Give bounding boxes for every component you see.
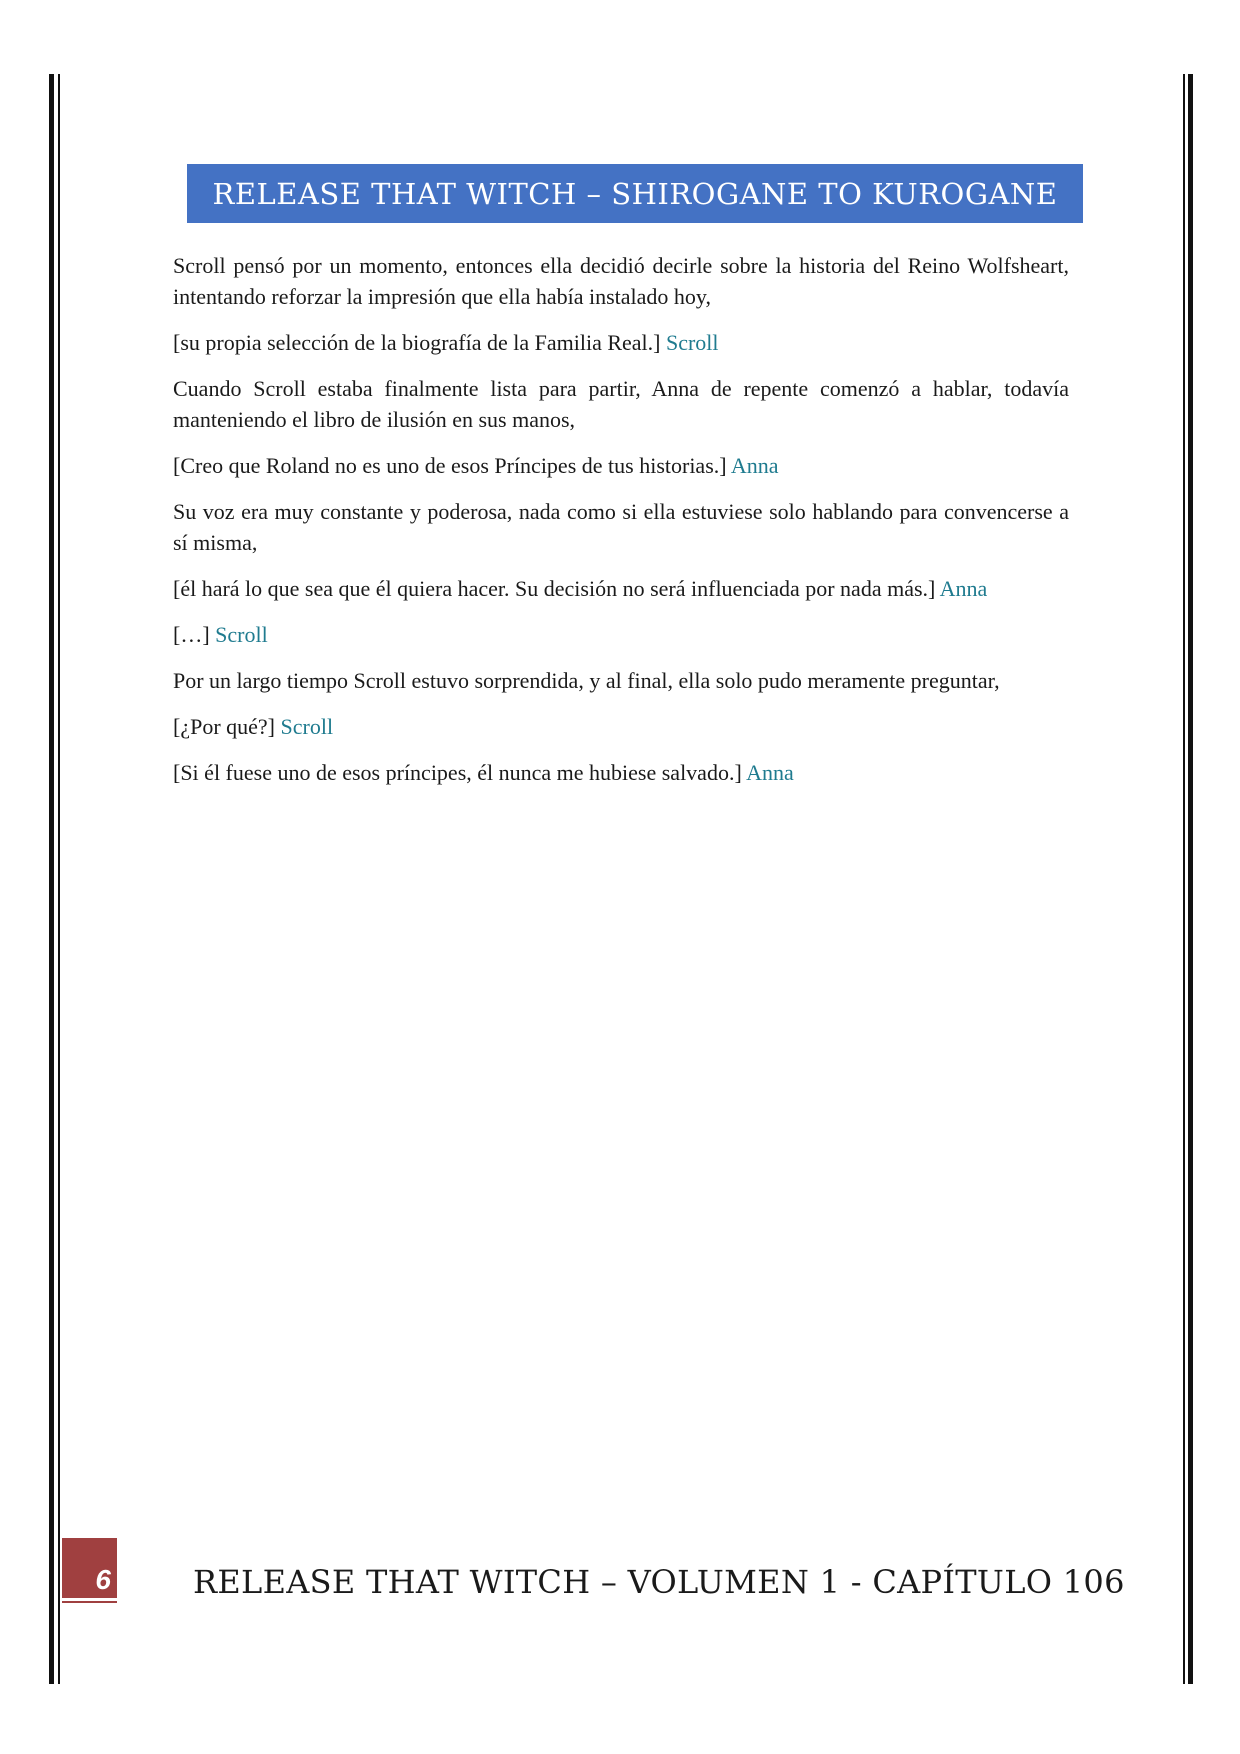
page-number: 6: [95, 1564, 111, 1595]
speaker-tag: Anna: [730, 453, 779, 478]
speaker-tag: Scroll: [665, 330, 719, 355]
speaker-tag: Scroll: [280, 714, 334, 739]
paragraph-text: [¿Por qué?]: [173, 714, 276, 739]
left-border-thin: [58, 74, 60, 1684]
paragraph-text: [Si él fuese uno de esos príncipes, él nunca me hubiese salvado.]: [173, 760, 742, 785]
paragraph-text: Su voz era muy constante y poderosa, nada como si ella estuviese solo hablando para convencerse a sí misma,: [173, 499, 1069, 555]
paragraph-text: [su propia selección de la biografía de la Familia Real.]: [173, 330, 661, 355]
speaker-tag: Scroll: [215, 622, 268, 647]
paragraph: [173, 711, 1069, 742]
paragraph: [173, 619, 1069, 650]
paragraph: [173, 496, 1069, 558]
paragraph-text: Scroll pensó por un momento, entonces ella decidió decirle sobre la historia del Reino Wolfsheart, intentando reforzar la impresión que ella había instalado hoy,: [173, 253, 1069, 309]
right-border-thick: [1188, 74, 1193, 1684]
paragraph-text: [Creo que Roland no es uno de esos Príncipes de tus historias.]: [173, 453, 727, 478]
paragraph: [173, 573, 1069, 604]
paragraph-text: Cuando Scroll estaba finalmente lista para partir, Anna de repente comenzó a hablar, todavía manteniendo el libro de ilusión en sus manos,: [173, 376, 1069, 432]
left-border-thick: [49, 74, 54, 1684]
speaker-tag: Anna: [746, 760, 794, 785]
paragraph: [173, 327, 1069, 358]
footer-title: RELEASE THAT WITCH – VOLUMEN 1 - CAPÍTULO 106: [193, 1563, 1125, 1601]
paragraph-text: […]: [173, 622, 210, 647]
chapter-content: [173, 250, 1069, 803]
right-border-thin: [1183, 74, 1185, 1684]
header-banner: [187, 164, 1083, 223]
paragraph: [173, 665, 1069, 696]
speaker-tag: Anna: [939, 576, 988, 601]
paragraph: [173, 373, 1069, 435]
page-number-box: [62, 1538, 117, 1603]
paragraph-text: [él hará lo que sea que él quiera hacer. Su decisión no será influenciada por nada más.]: [173, 576, 936, 601]
paragraph: [173, 450, 1069, 481]
paragraph: [173, 757, 1069, 788]
page-number-underline: [62, 1598, 117, 1601]
paragraph: [173, 250, 1069, 312]
paragraph-text: Por un largo tiempo Scroll estuvo sorprendida, y al final, ella solo pudo meramente preguntar,: [173, 668, 1000, 693]
header-title: RELEASE THAT WITCH – SHIROGANE TO KUROGANE: [212, 176, 1058, 211]
